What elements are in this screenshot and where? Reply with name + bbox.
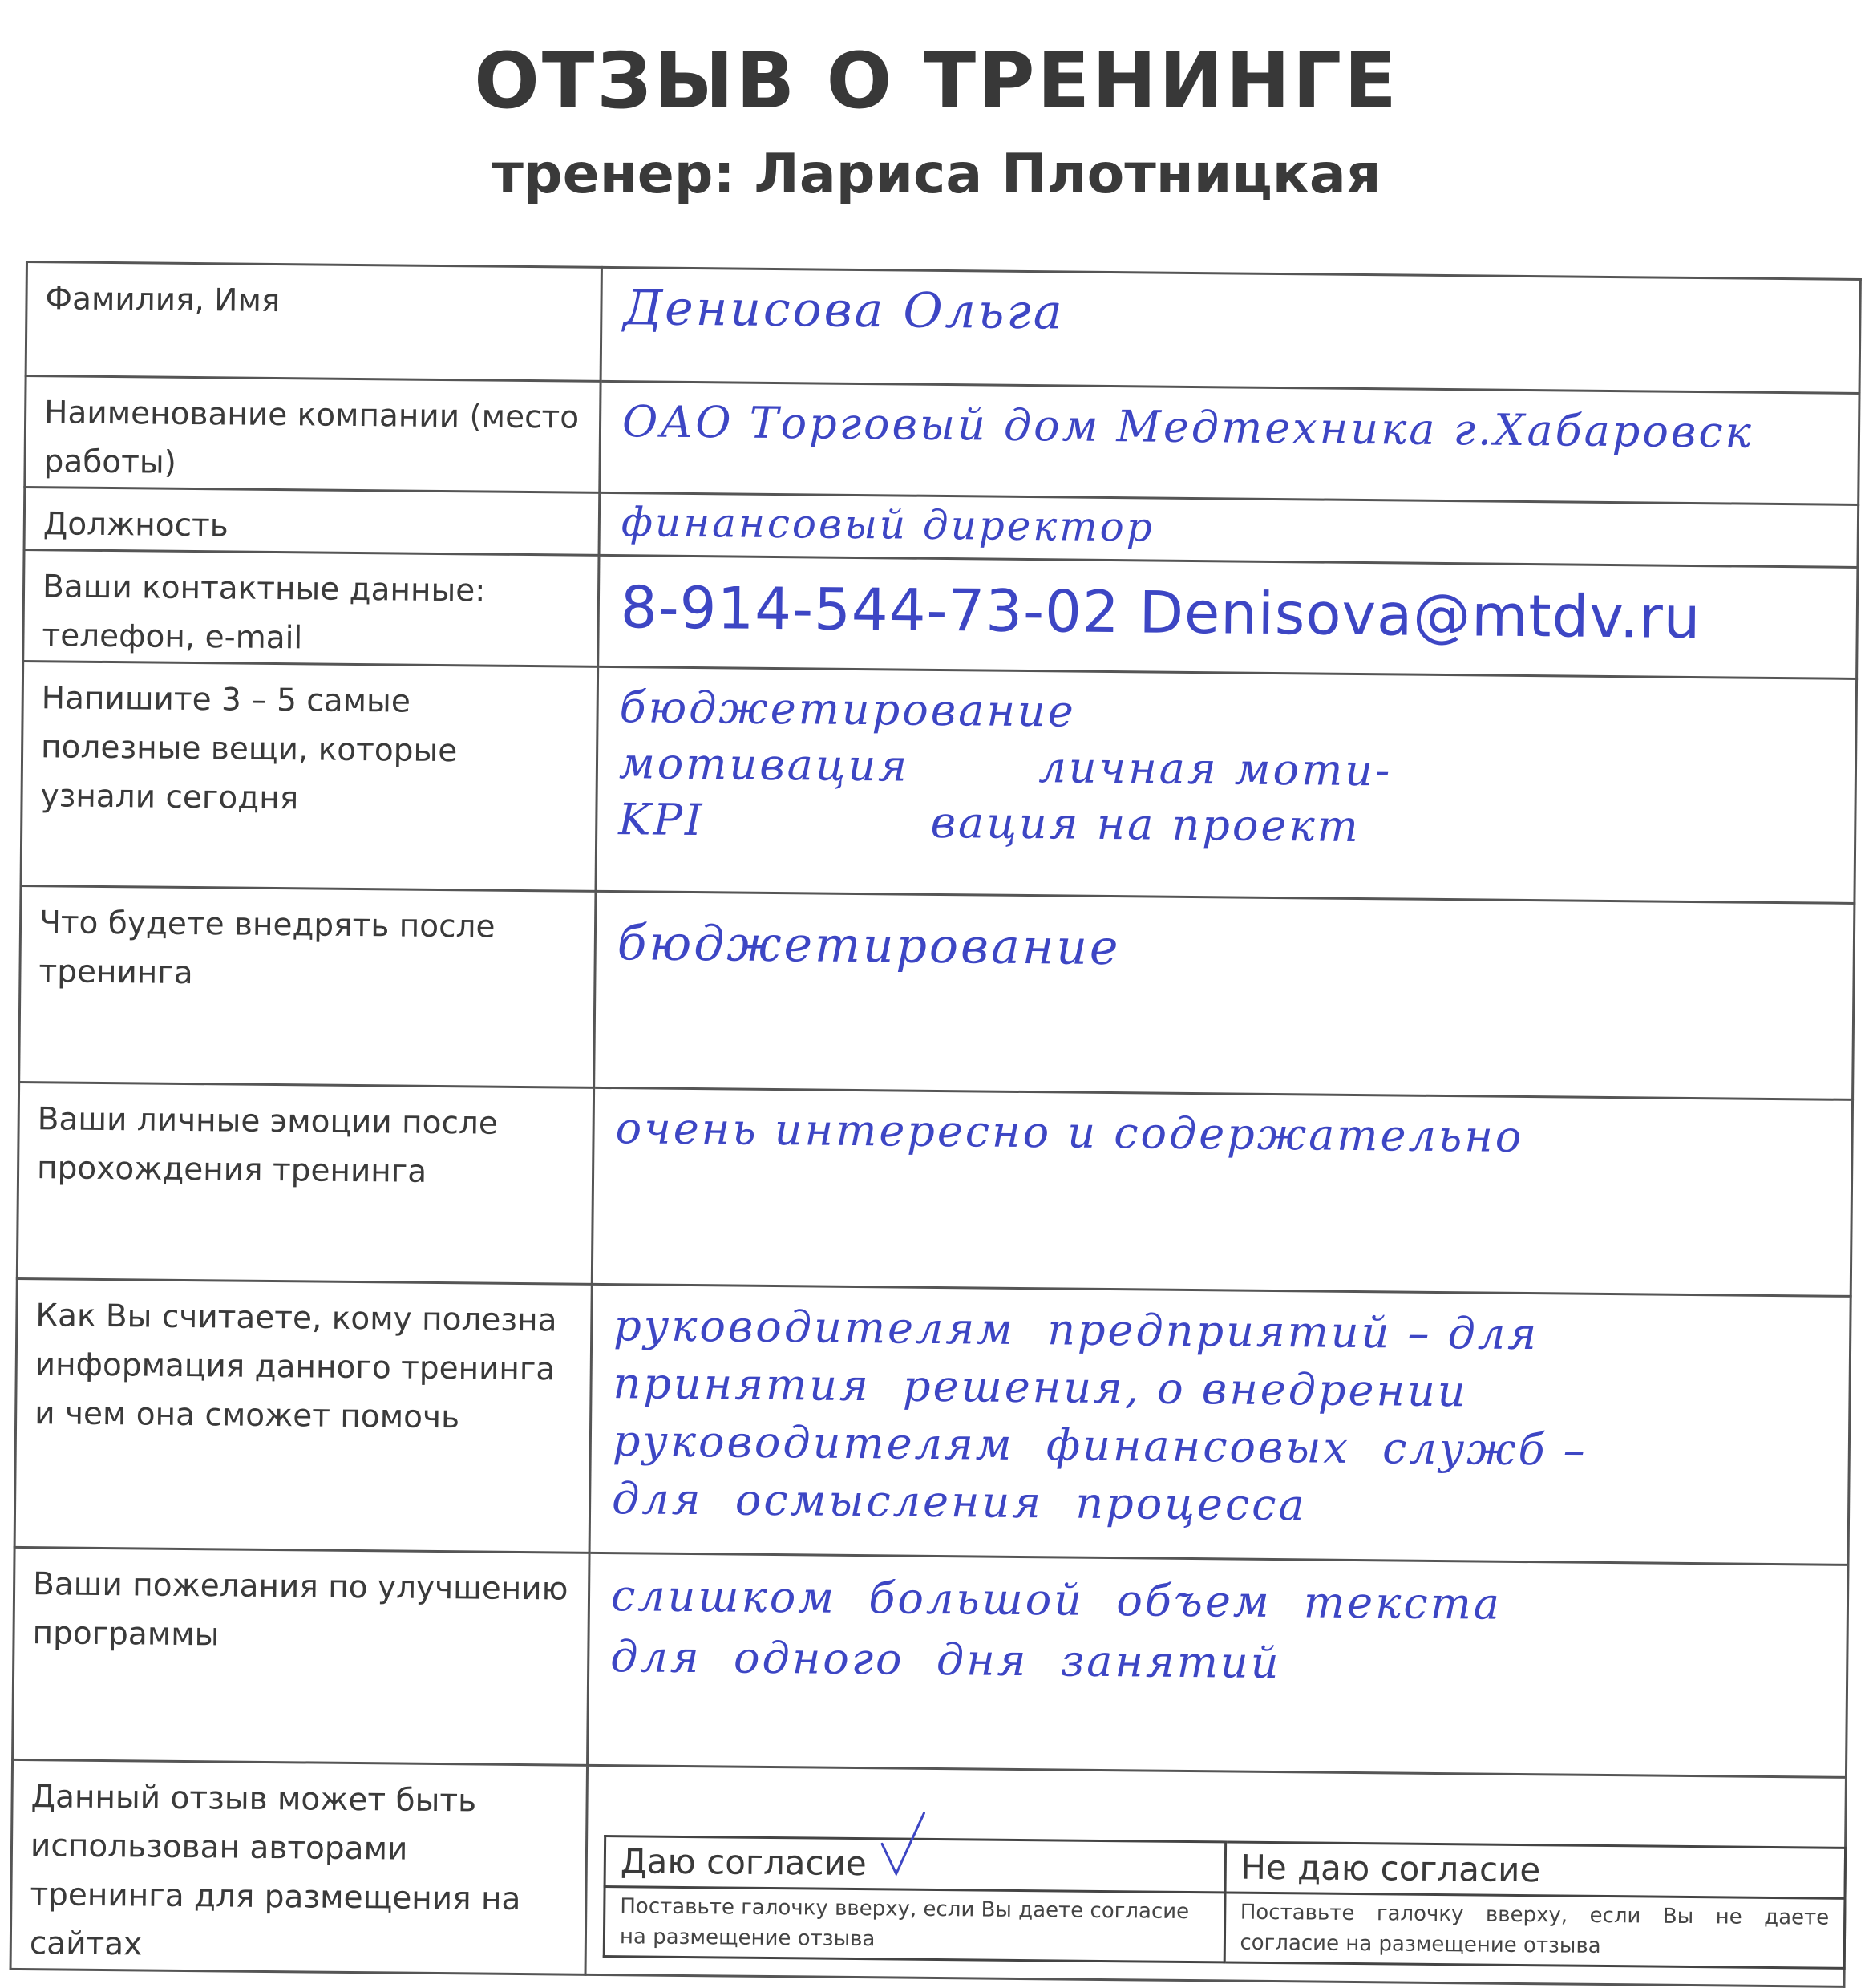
field-value-position[interactable] — [599, 492, 1859, 567]
field-value-name[interactable] — [601, 267, 1860, 393]
disagree-option[interactable] — [1225, 1842, 1846, 1898]
field-value-emotions[interactable] — [592, 1087, 1852, 1296]
handwritten-implement: бюджетирование — [617, 915, 1121, 977]
field-value-useful-things[interactable] — [596, 666, 1857, 903]
field-label-publication: Данный отзыв может быть использован авторами тренинга для размещения на сайтах — [10, 1759, 587, 1974]
field-label-wishes: Ваши пожелания по улучшению программы — [13, 1547, 590, 1765]
feedback-form-table — [10, 261, 1862, 1988]
consent-cell — [585, 1765, 1846, 1986]
form-title: ОТЗЫВ О ТРЕНИНГЕ — [474, 36, 1399, 126]
field-value-contacts[interactable] — [598, 555, 1858, 678]
checkmark-icon — [879, 1808, 928, 1881]
field-label-implement: Что будете внедрять после тренинга — [19, 885, 596, 1087]
handwritten-contacts: 8-914-544-73-02 Denisova@mtdv.ru — [620, 573, 1701, 652]
disagree-label: Не даю согласие — [1240, 1847, 1541, 1890]
handwritten-name: Денисова Ольга — [623, 280, 1065, 341]
agree-label: Даю согласие — [620, 1841, 868, 1884]
handwritten-who-benefits: руководителям предприятий – для принятия решения, о внедрении руководителям финансовых служб – для осмысления процесса — [611, 1300, 1588, 1531]
handwritten-emotions: очень интересно и содержательно — [615, 1103, 1524, 1162]
field-label-useful-things: Напишите 3 – 5 самые полезные вещи, которые узнали сегодня — [21, 661, 598, 891]
handwritten-wishes: слишком большой объем текста для одного дня занятий — [610, 1570, 1503, 1689]
field-label-name: Фамилия, Имя — [26, 262, 601, 382]
field-value-wishes[interactable] — [588, 1553, 1848, 1777]
handwritten-useful-things: бюджетирование мотивация личная моти- KPI вация на проект — [618, 682, 1393, 852]
field-value-company[interactable] — [600, 381, 1859, 504]
field-value-implement[interactable] — [594, 891, 1855, 1099]
trainer-subtitle: тренер: Лариса Плотницкая — [492, 143, 1381, 206]
disagree-note: Поставьте галочку вверху, если Вы не даете согласие на размещение отзыва — [1224, 1893, 1845, 1968]
field-label-who-benefits: Как Вы считаете, кому полезна информация данного тренинга и чем она сможет помочь — [14, 1278, 592, 1553]
field-label-position: Должность — [24, 488, 600, 556]
agree-note: Поставьте галочку вверху, если Вы даете согласие на размещение отзыва — [604, 1887, 1224, 1962]
field-label-emotions: Ваши личные эмоции после прохождения тренинга — [17, 1082, 593, 1284]
handwritten-position: финансовый директор — [621, 499, 1155, 551]
consent-table — [603, 1835, 1847, 1970]
field-label-company: Наименование компании (место работы) — [25, 376, 601, 493]
field-label-contacts: Ваши контактные данные: телефон, e-mail — [23, 549, 599, 666]
handwritten-company: ОАО Торговый дом Медтехника г.Хабаровск — [621, 396, 1754, 458]
field-value-who-benefits[interactable] — [589, 1284, 1851, 1565]
agree-option[interactable] — [605, 1836, 1225, 1893]
